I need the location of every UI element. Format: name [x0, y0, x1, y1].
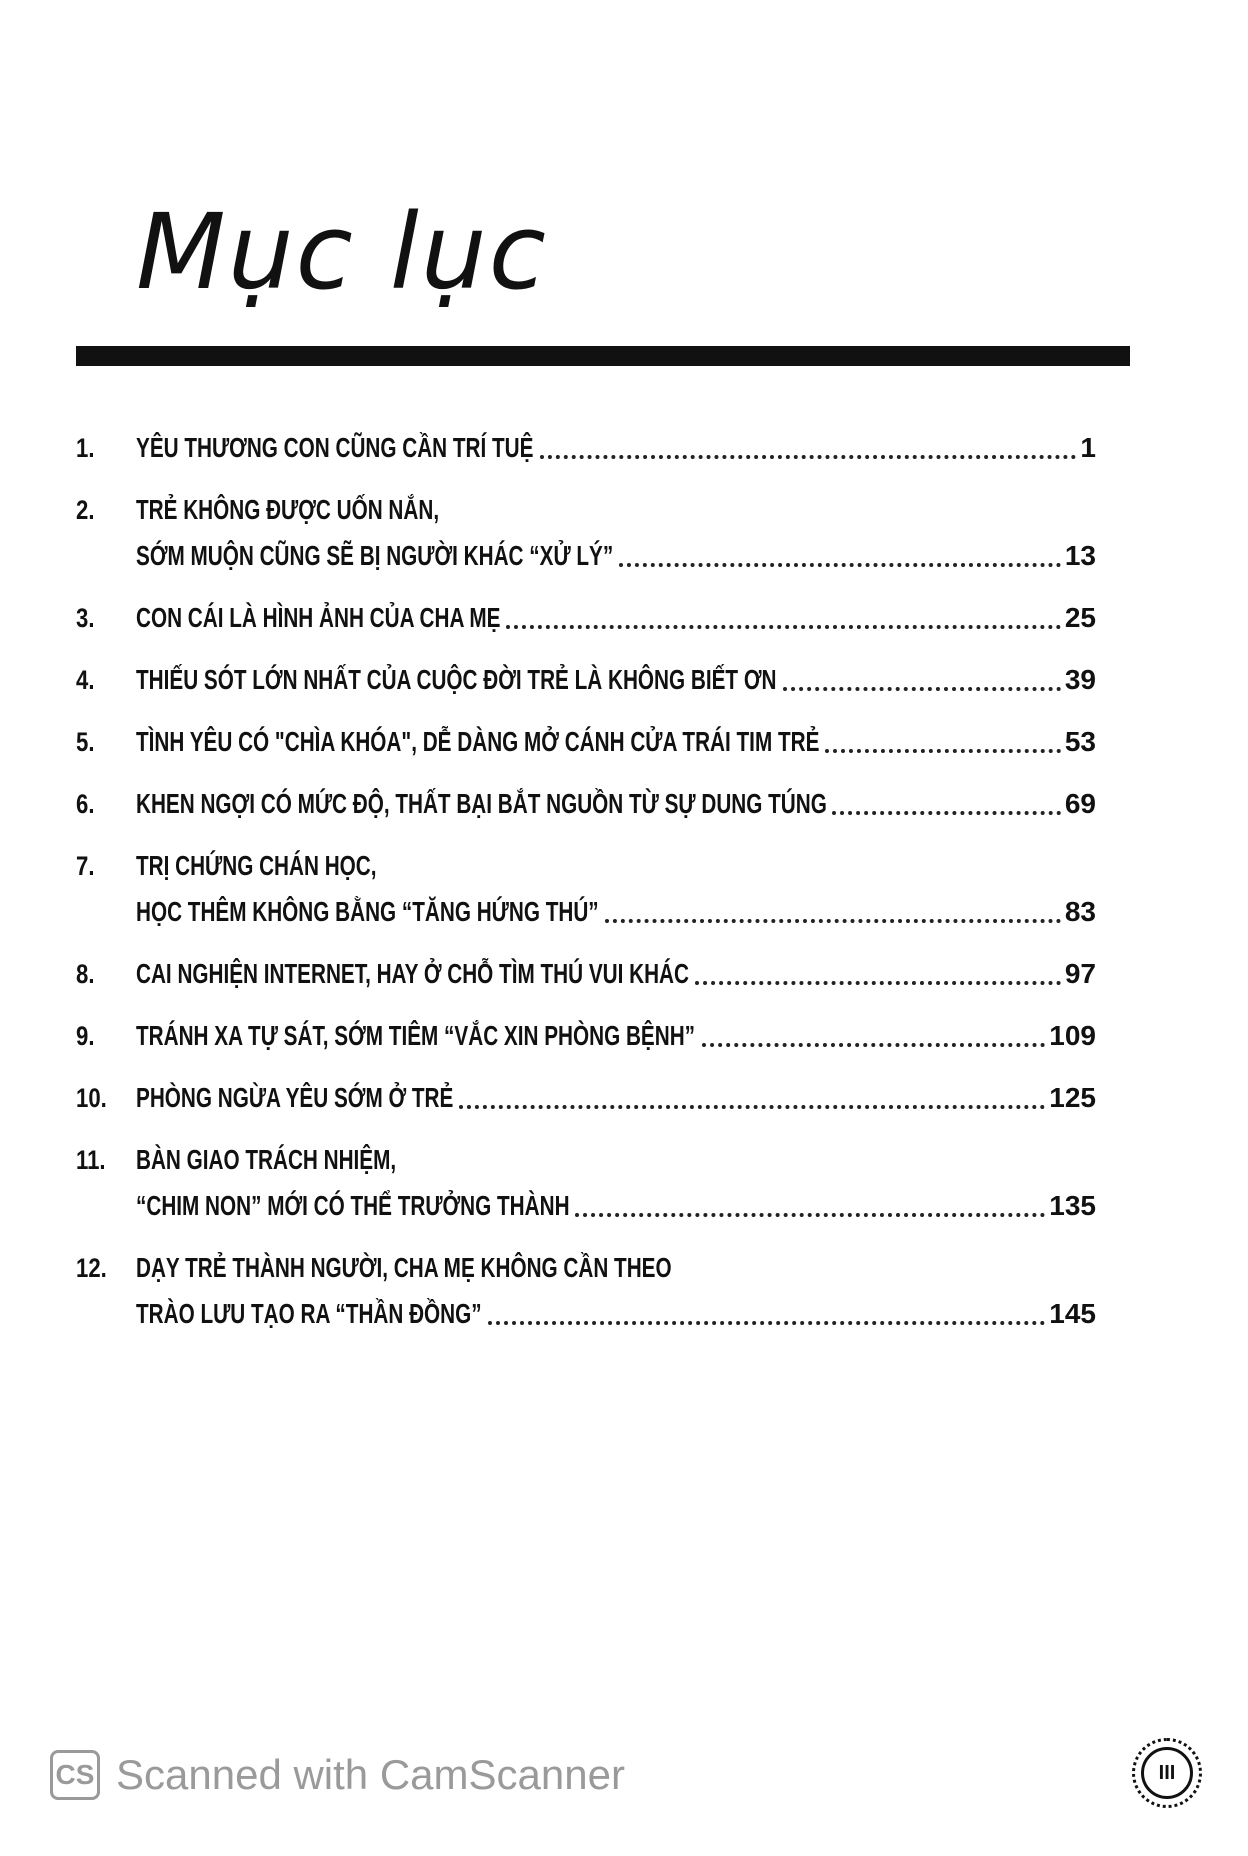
toc-entry-title: DẠY TRẺ THÀNH NGƯỜI, CHA MẸ KHÔNG CẦN THEO	[136, 1252, 672, 1283]
toc-entry-title: KHEN NGỢI CÓ MỨC ĐỘ, THẤT BẠI BẮT NGUỒN TỪ SỰ DUNG TÚNG	[136, 788, 827, 819]
dot-leader	[575, 1213, 1045, 1217]
toc-entry-title: YÊU THƯƠNG CON CŨNG CẦN TRÍ TUỆ	[136, 432, 534, 463]
toc-entry	[76, 1137, 1096, 1229]
title-rule	[76, 346, 1130, 366]
toc-entry-title: BÀN GIAO TRÁCH NHIỆM,	[136, 1144, 397, 1175]
camscanner-watermark	[50, 1750, 625, 1800]
toc-page-number: 39	[1064, 664, 1096, 695]
toc-entry-number: 8.	[76, 959, 95, 989]
dot-leader	[702, 1043, 1046, 1047]
toc-entry-number: 9.	[76, 1021, 95, 1051]
camscanner-logo-icon: CS	[50, 1750, 100, 1800]
folio-number: III	[1141, 1747, 1193, 1799]
toc-entry-title: TRỊ CHỨNG CHÁN HỌC,	[136, 850, 377, 881]
toc-page-number: 83	[1064, 896, 1096, 927]
dot-leader	[832, 811, 1060, 815]
toc-page-number: 69	[1064, 788, 1096, 819]
toc-page-number: 53	[1064, 726, 1096, 757]
dot-leader	[783, 687, 1061, 691]
toc-entry-title: TÌNH YÊU CÓ "CHÌA KHÓA", DỄ DÀNG MỞ CÁNH CỬA TRÁI TIM TRẺ	[136, 726, 820, 757]
dot-leader	[506, 625, 1061, 629]
toc-entry-number: 11.	[76, 1145, 106, 1175]
toc-page-number: 25	[1064, 602, 1096, 633]
toc-entry	[76, 595, 1096, 641]
toc-entry	[76, 1245, 1096, 1337]
toc-page-number: 13	[1064, 540, 1096, 571]
toc-entry-title: TRẺ KHÔNG ĐƯỢC UỐN NẮN,	[136, 494, 440, 525]
toc-entry-title: HỌC THÊM KHÔNG BẰNG “TĂNG HỨNG THÚ”	[136, 896, 599, 927]
toc-entry	[76, 657, 1096, 703]
dot-leader	[695, 981, 1061, 985]
toc-entry-number: 1.	[76, 433, 95, 463]
toc-entry-number: 3.	[76, 603, 95, 633]
toc-page-number: 97	[1064, 958, 1096, 989]
dot-leader	[619, 563, 1061, 567]
toc-entry-title: “CHIM NON” MỚI CÓ THỂ TRƯỞNG THÀNH	[136, 1190, 570, 1221]
toc-page-number: 145	[1049, 1298, 1096, 1329]
toc-entry-number: 2.	[76, 495, 95, 525]
dot-leader	[605, 919, 1061, 923]
dot-leader	[540, 455, 1077, 459]
toc-entry-title: SỚM MUỘN CŨNG SẼ BỊ NGƯỜI KHÁC “XỬ LÝ”	[136, 540, 614, 571]
toc-entry-title: THIẾU SÓT LỚN NHẤT CỦA CUỘC ĐỜI TRẺ LÀ KHÔNG BIẾT ƠN	[136, 664, 777, 695]
table-of-contents	[76, 425, 1096, 1337]
toc-entry	[76, 951, 1096, 997]
toc-entry-number: 6.	[76, 789, 95, 819]
toc-page-number: 125	[1049, 1082, 1096, 1113]
toc-page-number: 135	[1049, 1190, 1096, 1221]
toc-entry	[76, 843, 1096, 935]
toc-entry-number: 5.	[76, 727, 95, 757]
toc-entry-title: CON CÁI LÀ HÌNH ẢNH CỦA CHA MẸ	[136, 602, 501, 633]
toc-entry-number: 12.	[76, 1253, 107, 1283]
toc-entry	[76, 1013, 1096, 1059]
toc-entry	[76, 425, 1096, 471]
toc-page-number: 109	[1049, 1020, 1096, 1051]
toc-entry	[76, 719, 1096, 765]
toc-entry-title: TRÀO LƯU TẠO RA “THẦN ĐỒNG”	[136, 1298, 482, 1329]
toc-entry	[76, 1075, 1096, 1121]
toc-entry-title: TRÁNH XA TỰ SÁT, SỚM TIÊM “VẮC XIN PHÒNG BỆNH”	[136, 1020, 696, 1051]
toc-entry-number: 4.	[76, 665, 95, 695]
watermark-text: Scanned with CamScanner	[116, 1751, 625, 1798]
toc-entry-title: PHÒNG NGỪA YÊU SỚM Ở TRẺ	[136, 1082, 454, 1113]
toc-page-number: 1	[1080, 432, 1096, 463]
toc-entry-number: 10.	[76, 1083, 107, 1113]
toc-entry	[76, 487, 1096, 579]
dot-leader	[825, 749, 1061, 753]
page-title: Mục lục	[136, 191, 548, 313]
page-folio	[1132, 1738, 1202, 1808]
toc-entry-number: 7.	[76, 851, 95, 881]
dot-leader	[459, 1105, 1045, 1109]
toc-entry-title: CAI NGHIỆN INTERNET, HAY Ở CHỖ TÌM THÚ VUI KHÁC	[136, 958, 689, 989]
dot-leader	[488, 1321, 1046, 1325]
toc-entry	[76, 781, 1096, 827]
